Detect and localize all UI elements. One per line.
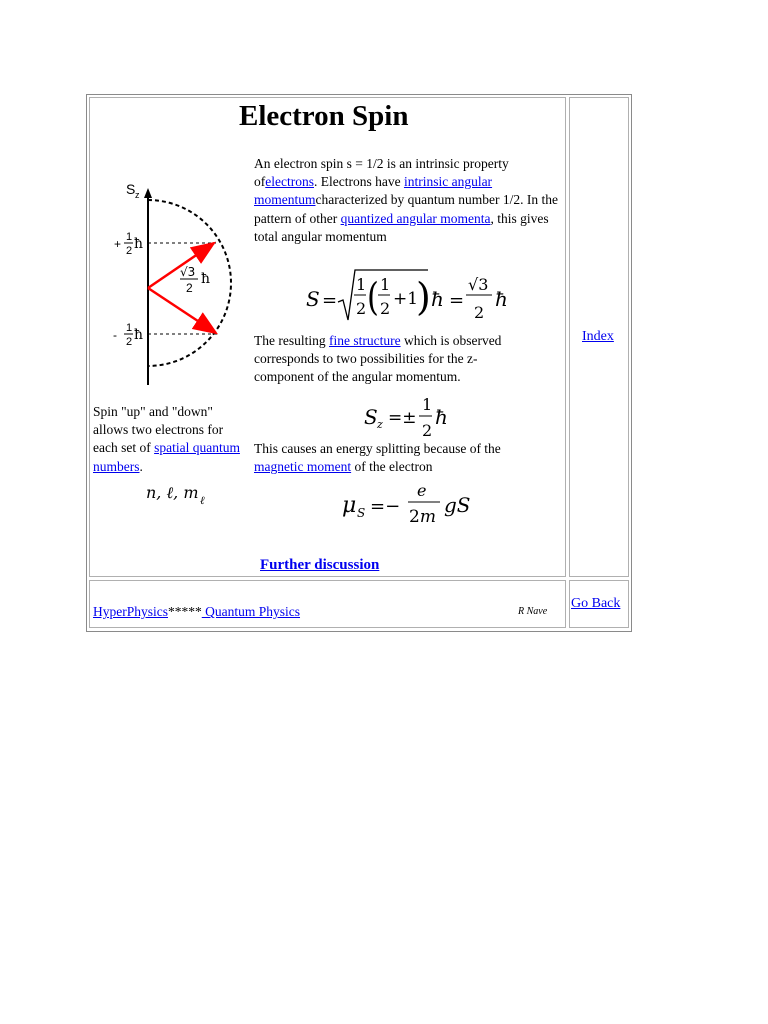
energy-splitting-paragraph: This causes an energy splitting because of the magnetic moment of the electron: [254, 441, 501, 475]
svg-text:ħ: ħ: [431, 287, 444, 311]
electrons-link[interactable]: electrons: [265, 174, 314, 190]
down-half-den: 2: [126, 336, 133, 348]
svg-text:S: S: [364, 405, 378, 429]
z-component-equation: [362, 392, 462, 442]
up-hbar: ħ: [134, 236, 144, 252]
svg-text:e: e: [417, 482, 427, 500]
svg-text:=: =: [322, 290, 338, 311]
mag-hbar: ħ: [201, 271, 211, 287]
quantum-numbers-expression: [146, 480, 216, 508]
up-half-num: 1: [126, 231, 133, 243]
fine-structure-paragraph: The resulting fine structure which is observed corresponds to two possibilities for the z-component of the angular momentum.: [254, 333, 502, 385]
svg-text:): ): [416, 275, 431, 319]
svg-text:ℓ: ℓ: [200, 494, 205, 507]
down-half-num: 1: [126, 322, 133, 334]
down-hbar: ħ: [134, 327, 144, 343]
svg-text:+1: +1: [393, 289, 419, 309]
svg-text:=: =: [449, 290, 465, 311]
axis-subscript: z: [135, 190, 140, 200]
magnetic-moment-equation: [340, 482, 480, 532]
quantum-physics-link[interactable]: Quantum Physics: [201, 604, 301, 619]
spin-down-vector: [148, 288, 216, 333]
mag-sqrt3: √3: [180, 265, 196, 279]
footer-breadcrumb: [93, 604, 300, 620]
go-back-link[interactable]: Go Back: [571, 596, 621, 611]
index-link[interactable]: Index: [582, 329, 614, 344]
svg-text:2: 2: [422, 421, 433, 440]
svg-text:gS: gS: [444, 493, 471, 517]
up-sign: +: [114, 237, 122, 251]
spin-diagram: [110, 178, 240, 388]
fine-structure-link[interactable]: fine structure: [328, 333, 401, 348]
svg-text:1: 1: [356, 275, 367, 294]
axis-arrowhead-icon: [144, 188, 152, 198]
svg-text:(: (: [367, 275, 379, 320]
mag-den: 2: [186, 281, 193, 295]
intrinsic-angular-momentum-link[interactable]: intrinsic angular momentum: [254, 174, 493, 208]
svg-text:=−: =−: [370, 496, 401, 517]
svg-text:μ: μ: [342, 493, 357, 518]
svg-text:1: 1: [380, 275, 391, 294]
footer-stars: *****: [168, 604, 202, 619]
svg-text:1: 1: [422, 395, 433, 414]
further-discussion-link[interactable]: Further discussion: [260, 557, 380, 573]
svg-text:2m: 2m: [409, 507, 436, 527]
svg-text:z: z: [377, 418, 383, 431]
svg-text:2: 2: [380, 299, 391, 318]
total-angular-momentum-equation: [300, 264, 530, 326]
magnetic-moment-link[interactable]: magnetic moment: [254, 459, 352, 475]
svg-text:2: 2: [474, 303, 485, 322]
svg-text:ħ: ħ: [435, 405, 448, 429]
intro-paragraph: An electron spin s = 1/2 is an intrinsic property ofelectrons. Electrons have intrinsic angular momentumcharacterized by quantum number 1/2. In the pattern of other quantized angular momenta, this gives total angular momentum: [254, 156, 559, 244]
svg-text:ħ: ħ: [495, 287, 508, 311]
down-sign: -: [113, 328, 117, 342]
page-title: Electron Spin: [239, 100, 409, 132]
svg-text:S: S: [306, 287, 320, 311]
svg-text:=±: =±: [388, 408, 417, 428]
axis-label: S: [126, 181, 136, 197]
quantized-angular-momenta-link[interactable]: quantized angular momenta: [340, 210, 491, 226]
up-half-den: 2: [126, 245, 133, 257]
svg-text:√3: √3: [468, 275, 489, 294]
hyperphysics-link[interactable]: HyperPhysics: [93, 604, 168, 619]
author-credit: R Nave: [518, 606, 548, 617]
spin-up-down-paragraph: Spin "up" and "down" allows two electrons for each set of spatial quantum numbers.: [93, 404, 240, 474]
svg-text:n, ℓ, m: n, ℓ, m: [146, 483, 199, 502]
spatial-quantum-numbers-link[interactable]: spatial quantum numbers: [93, 440, 240, 474]
svg-text:2: 2: [356, 299, 367, 318]
svg-text:S: S: [357, 506, 366, 520]
